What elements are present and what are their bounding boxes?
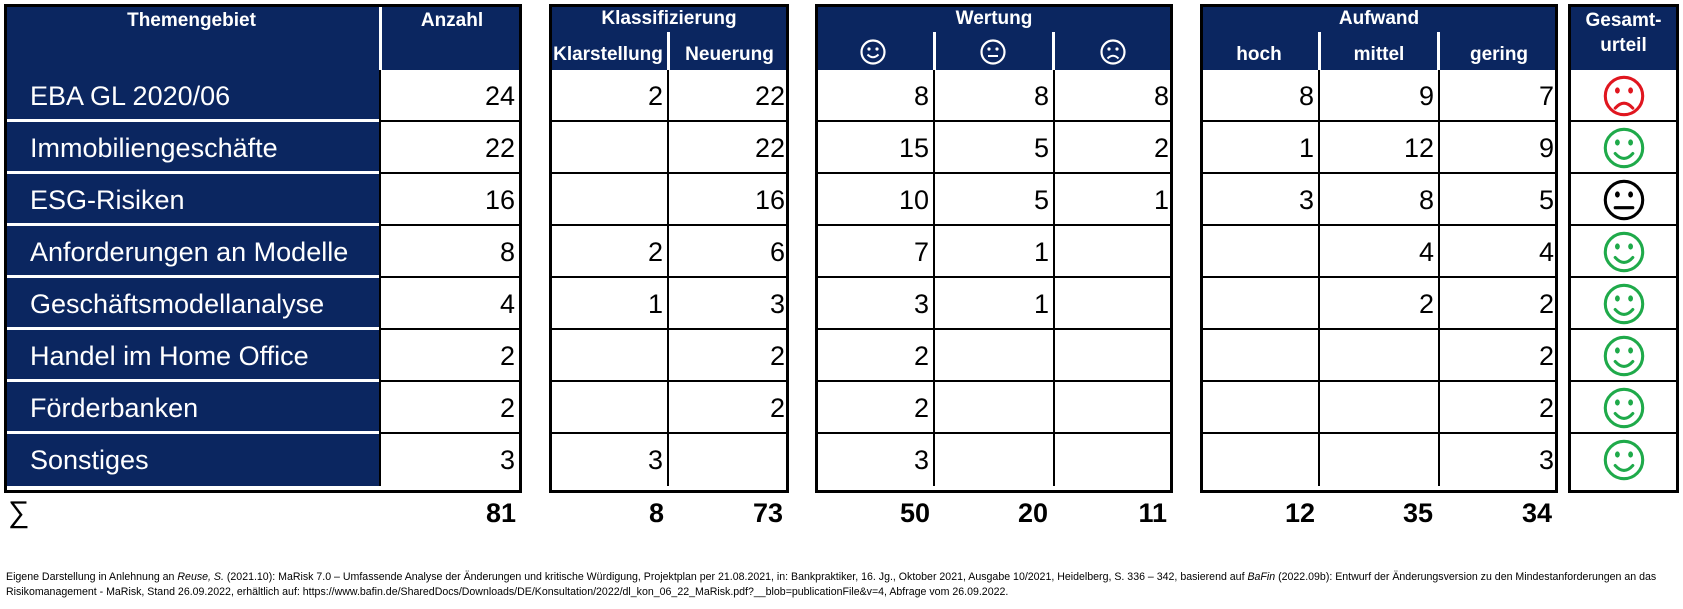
gering-cell: 7 [1440, 70, 1558, 122]
neuerung-cell: 2 [669, 330, 789, 382]
frown-icon [1099, 38, 1127, 66]
neuerung-cell: 22 [669, 122, 789, 174]
column-divider [1053, 70, 1055, 486]
block-effort [1200, 4, 1558, 488]
mittel-cell [1320, 382, 1438, 434]
klarstellung-cell: 2 [549, 70, 667, 122]
hoch-cell [1200, 434, 1318, 486]
header-klarstellung: Klarstellung [553, 44, 663, 65]
klarstellung-cell [549, 382, 667, 434]
neu-cell: 1 [935, 226, 1053, 278]
sum-neg: 11 [1138, 498, 1167, 528]
overall-cell [1568, 434, 1679, 486]
mittel-cell: 4 [1320, 226, 1438, 278]
header-rating [815, 4, 1173, 70]
overall-cell [1568, 174, 1679, 226]
header-count-label: Anzahl [420, 10, 484, 31]
mittel-cell: 8 [1320, 174, 1438, 226]
overall-cell [1568, 278, 1679, 330]
theme-cell: Sonstiges [7, 434, 379, 486]
pos-cell: 2 [815, 382, 933, 434]
neg-cell: 2 [1055, 122, 1173, 174]
neg-cell: 8 [1055, 70, 1173, 122]
overall-cell [1568, 70, 1679, 122]
footnote-author1: Reuse, S. [177, 571, 224, 583]
sum-symbol: ∑ [8, 496, 30, 529]
header-effort-label: Aufwand [1338, 8, 1420, 29]
hoch-cell: 3 [1200, 174, 1318, 226]
sum-gering: 34 [1521, 498, 1552, 528]
pos-cell: 3 [815, 278, 933, 330]
neutral-icon [1602, 178, 1646, 222]
footnote-author2: BaFin [1247, 571, 1276, 583]
hoch-cell [1200, 226, 1318, 278]
mittel-cell: 2 [1320, 278, 1438, 330]
klarstellung-cell: 3 [647, 445, 663, 475]
neuerung-cell: 2 [669, 382, 789, 434]
hoch-cell [1200, 278, 1318, 330]
theme-cell: ESG-Risiken [7, 174, 379, 226]
overall-cell [1568, 382, 1679, 434]
neg-cell [1055, 226, 1173, 278]
count-cell: 22 [379, 122, 519, 174]
block-theme-count [4, 4, 522, 488]
header-neuerung: Neuerung [685, 44, 774, 65]
neu-cell [935, 382, 1053, 434]
header-theme [4, 4, 379, 70]
neuerung-cell [669, 434, 789, 486]
theme-cell: Geschäftsmodellanalyse [7, 278, 379, 330]
neuerung-cell: 22 [669, 70, 789, 122]
block-rating [815, 4, 1173, 488]
neuerung-cell: 6 [669, 226, 789, 278]
gering-cell: 3 [1538, 445, 1554, 475]
overall-cell [1568, 122, 1679, 174]
count-cell: 16 [379, 174, 519, 226]
header-hoch: hoch [1236, 44, 1282, 65]
header-effort [1200, 4, 1558, 70]
gering-cell: 5 [1440, 174, 1558, 226]
neu-cell [935, 434, 1053, 486]
pos-cell: 10 [815, 174, 933, 226]
neu-cell: 5 [935, 174, 1053, 226]
neg-cell [1055, 382, 1173, 434]
header-gering: gering [1469, 44, 1529, 65]
klarstellung-cell: 1 [549, 278, 667, 330]
footnote-part3: (2022.09b): Entwurf der Änderungsversion zu den Mindestanforderungen an das Risikomanagement - MaRisk, Stand 26.09.2022, erhältlich auf: https://www.bafin.de/SharedDocs/Downloads/DE/Konsultation/2022/dl_kon_06_22_MaRisk.pdf?__blob=publicationFile&v=4, Abfrage vom 26.09.2022. [6, 571, 1657, 598]
gering-cell: 2 [1440, 382, 1558, 434]
sum-pos: 50 [899, 498, 930, 528]
neg-cell [1055, 434, 1173, 486]
neutral-icon [979, 38, 1007, 66]
smile-icon [1602, 334, 1646, 378]
mittel-cell [1320, 434, 1438, 486]
header-count [382, 4, 522, 70]
sum-klarstellung: 8 [648, 498, 664, 528]
neg-cell [1055, 330, 1173, 382]
gering-cell: 2 [1440, 278, 1558, 330]
hoch-cell: 8 [1200, 70, 1318, 122]
neuerung-cell: 3 [669, 278, 789, 330]
count-cell: 2 [379, 382, 519, 434]
hoch-cell [1200, 382, 1318, 434]
count-cell: 8 [379, 226, 519, 278]
count-cell: 24 [379, 70, 519, 122]
smile-icon [1602, 126, 1646, 170]
gering-cell: 2 [1440, 330, 1558, 382]
sum-neuerung: 73 [752, 498, 783, 528]
smile-icon [1602, 282, 1646, 326]
header-overall-line1: Gesamt- [1585, 10, 1662, 31]
count-cell: 2 [379, 330, 519, 382]
pos-cell: 7 [815, 226, 933, 278]
column-divider [1438, 70, 1440, 486]
source-footnote [6, 570, 1681, 600]
count-cell: 3 [499, 445, 515, 475]
header-classification [549, 4, 789, 70]
theme-cell: Förderbanken [7, 382, 379, 434]
neg-cell [1055, 278, 1173, 330]
neu-cell [935, 330, 1053, 382]
neg-cell: 1 [1055, 174, 1173, 226]
column-divider [1318, 70, 1320, 486]
header-theme-label: Themengebiet [127, 10, 256, 31]
smile-icon [1602, 438, 1646, 482]
klarstellung-cell: 2 [549, 226, 667, 278]
klarstellung-cell [549, 122, 667, 174]
sum-hoch: 12 [1284, 498, 1315, 528]
header-overall-line2: urteil [1600, 35, 1647, 56]
smile-icon [859, 38, 887, 66]
footnote-part2: (2021.10): MaRisk 7.0 – Umfassende Analyse der Änderungen und kritische Würdigung, Projektplan per 21.08.2021, in: Bankpraktiker, 16. Jg., Oktober 2021, Ausgabe 10/2021, Heidelberg, S. 336 – 342, basierend auf [223, 571, 1248, 583]
sum-mittel: 35 [1402, 498, 1433, 528]
theme-cell: Anforderungen an Modelle [7, 226, 379, 278]
theme-cell: Immobiliengeschäfte [7, 122, 379, 174]
neuerung-cell: 16 [669, 174, 789, 226]
smile-icon [1602, 386, 1646, 430]
mittel-cell: 12 [1320, 122, 1438, 174]
theme-cell: Handel im Home Office [7, 330, 379, 382]
sum-count: 81 [485, 498, 516, 528]
column-divider [933, 70, 935, 486]
block-overall [1568, 4, 1679, 488]
header-classification-label: Klassifizierung [601, 8, 737, 29]
sum-neu: 20 [1017, 498, 1048, 528]
pos-cell: 8 [815, 70, 933, 122]
column-divider [667, 70, 669, 486]
smile-icon [1602, 230, 1646, 274]
header-mittel: mittel [1353, 44, 1405, 65]
neu-cell: 5 [935, 122, 1053, 174]
pos-cell: 15 [815, 122, 933, 174]
gering-cell: 9 [1440, 122, 1558, 174]
frown-icon [1602, 74, 1646, 118]
header-overall [1568, 4, 1679, 70]
hoch-cell [1200, 330, 1318, 382]
overall-cell [1568, 330, 1679, 382]
hoch-cell: 1 [1200, 122, 1318, 174]
pos-cell: 3 [913, 445, 929, 475]
gering-cell: 4 [1440, 226, 1558, 278]
count-cell: 4 [379, 278, 519, 330]
pos-cell: 2 [815, 330, 933, 382]
neu-cell: 8 [935, 70, 1053, 122]
column-divider [379, 70, 381, 486]
neu-cell: 1 [935, 278, 1053, 330]
footnote-part1: Eigene Darstellung in Anlehnung an [6, 571, 178, 583]
mittel-cell [1320, 330, 1438, 382]
klarstellung-cell [549, 330, 667, 382]
header-rating-label: Wertung [955, 8, 1033, 29]
mittel-cell: 9 [1320, 70, 1438, 122]
theme-cell: EBA GL 2020/06 [7, 70, 379, 122]
block-classification [549, 4, 789, 488]
klarstellung-cell [549, 174, 667, 226]
overall-cell [1568, 226, 1679, 278]
